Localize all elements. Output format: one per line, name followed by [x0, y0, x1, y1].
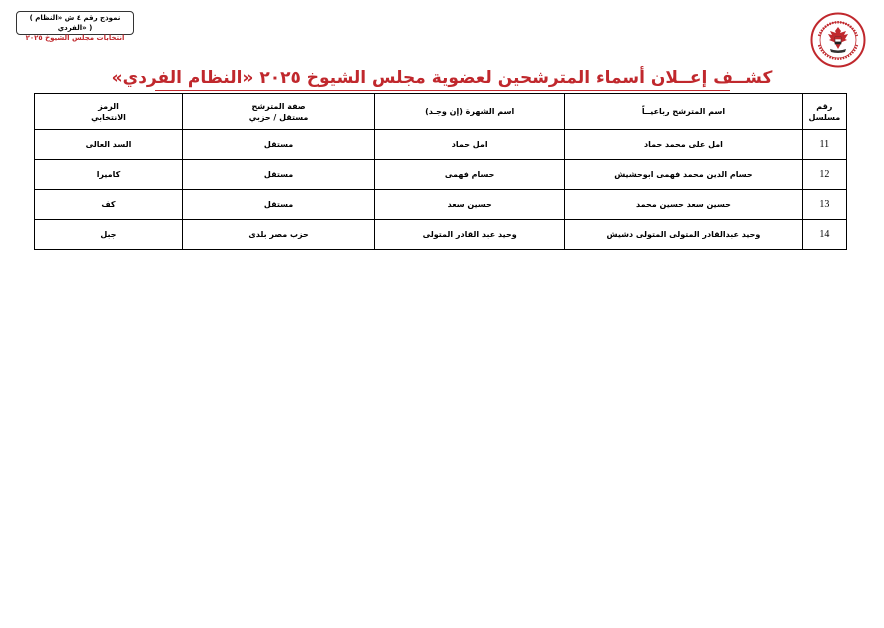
cell-status: مستقل	[182, 160, 374, 190]
cell-serial: 11	[802, 130, 846, 160]
table-row	[35, 160, 847, 190]
election-authority-logo	[810, 12, 866, 68]
cell-symbol: جبل	[35, 220, 183, 250]
page-title: كشــف إعــلان أسماء المترشحين لعضوية مجلس الشيوخ ٢٠٢٥ «النظام الفردي»	[111, 68, 773, 88]
cell-fame-name: وحيد عبد القادر المتولى	[375, 220, 565, 250]
title-underline	[155, 90, 730, 91]
header-fame-name: اسم الشهرة (إن وجـد)	[375, 94, 565, 130]
candidates-table	[34, 93, 847, 250]
table-header-row	[35, 94, 847, 130]
cell-candidate-name: وحيد عبدالقادر المتولى المتولى دشيش	[565, 220, 803, 250]
table-row	[35, 220, 847, 250]
cell-status: مستقل	[182, 130, 374, 160]
table-row	[35, 130, 847, 160]
cell-status: حزب مصر بلدى	[182, 220, 374, 250]
cell-symbol: كف	[35, 190, 183, 220]
cell-serial: 12	[802, 160, 846, 190]
cell-serial: 13	[802, 190, 846, 220]
cell-symbol: كاميرا	[35, 160, 183, 190]
cell-candidate-name: حسين سعد حسين محمد	[565, 190, 803, 220]
form-number-label: ( نموذج رقم ٤ ش «النظام الفردي» )	[29, 14, 121, 32]
cell-symbol: السد العالى	[35, 130, 183, 160]
table-row	[35, 190, 847, 220]
election-name-label: انتخابات مجلس الشيوخ ٢٠٢٥	[25, 34, 125, 42]
header-electoral-symbol: الرمز الانتخابي	[35, 94, 183, 130]
cell-status: مستقل	[182, 190, 374, 220]
cell-candidate-name: حسام الدين محمد فهمى ابوحشيش	[565, 160, 803, 190]
cell-fame-name: حسين سعد	[375, 190, 565, 220]
eagle-emblem-icon	[810, 12, 866, 68]
cell-serial: 14	[802, 220, 846, 250]
cell-candidate-name: امل على محمد حماد	[565, 130, 803, 160]
form-number-box	[16, 11, 134, 42]
cell-fame-name: امل حماد	[375, 130, 565, 160]
header-candidate-name: اسم المترشح رباعيــاً	[565, 94, 803, 130]
header-candidate-status: صفة المترشح مستقل / حزبي	[182, 94, 374, 130]
cell-fame-name: حسام فهمى	[375, 160, 565, 190]
header-serial: رقم مسلسل	[802, 94, 846, 130]
